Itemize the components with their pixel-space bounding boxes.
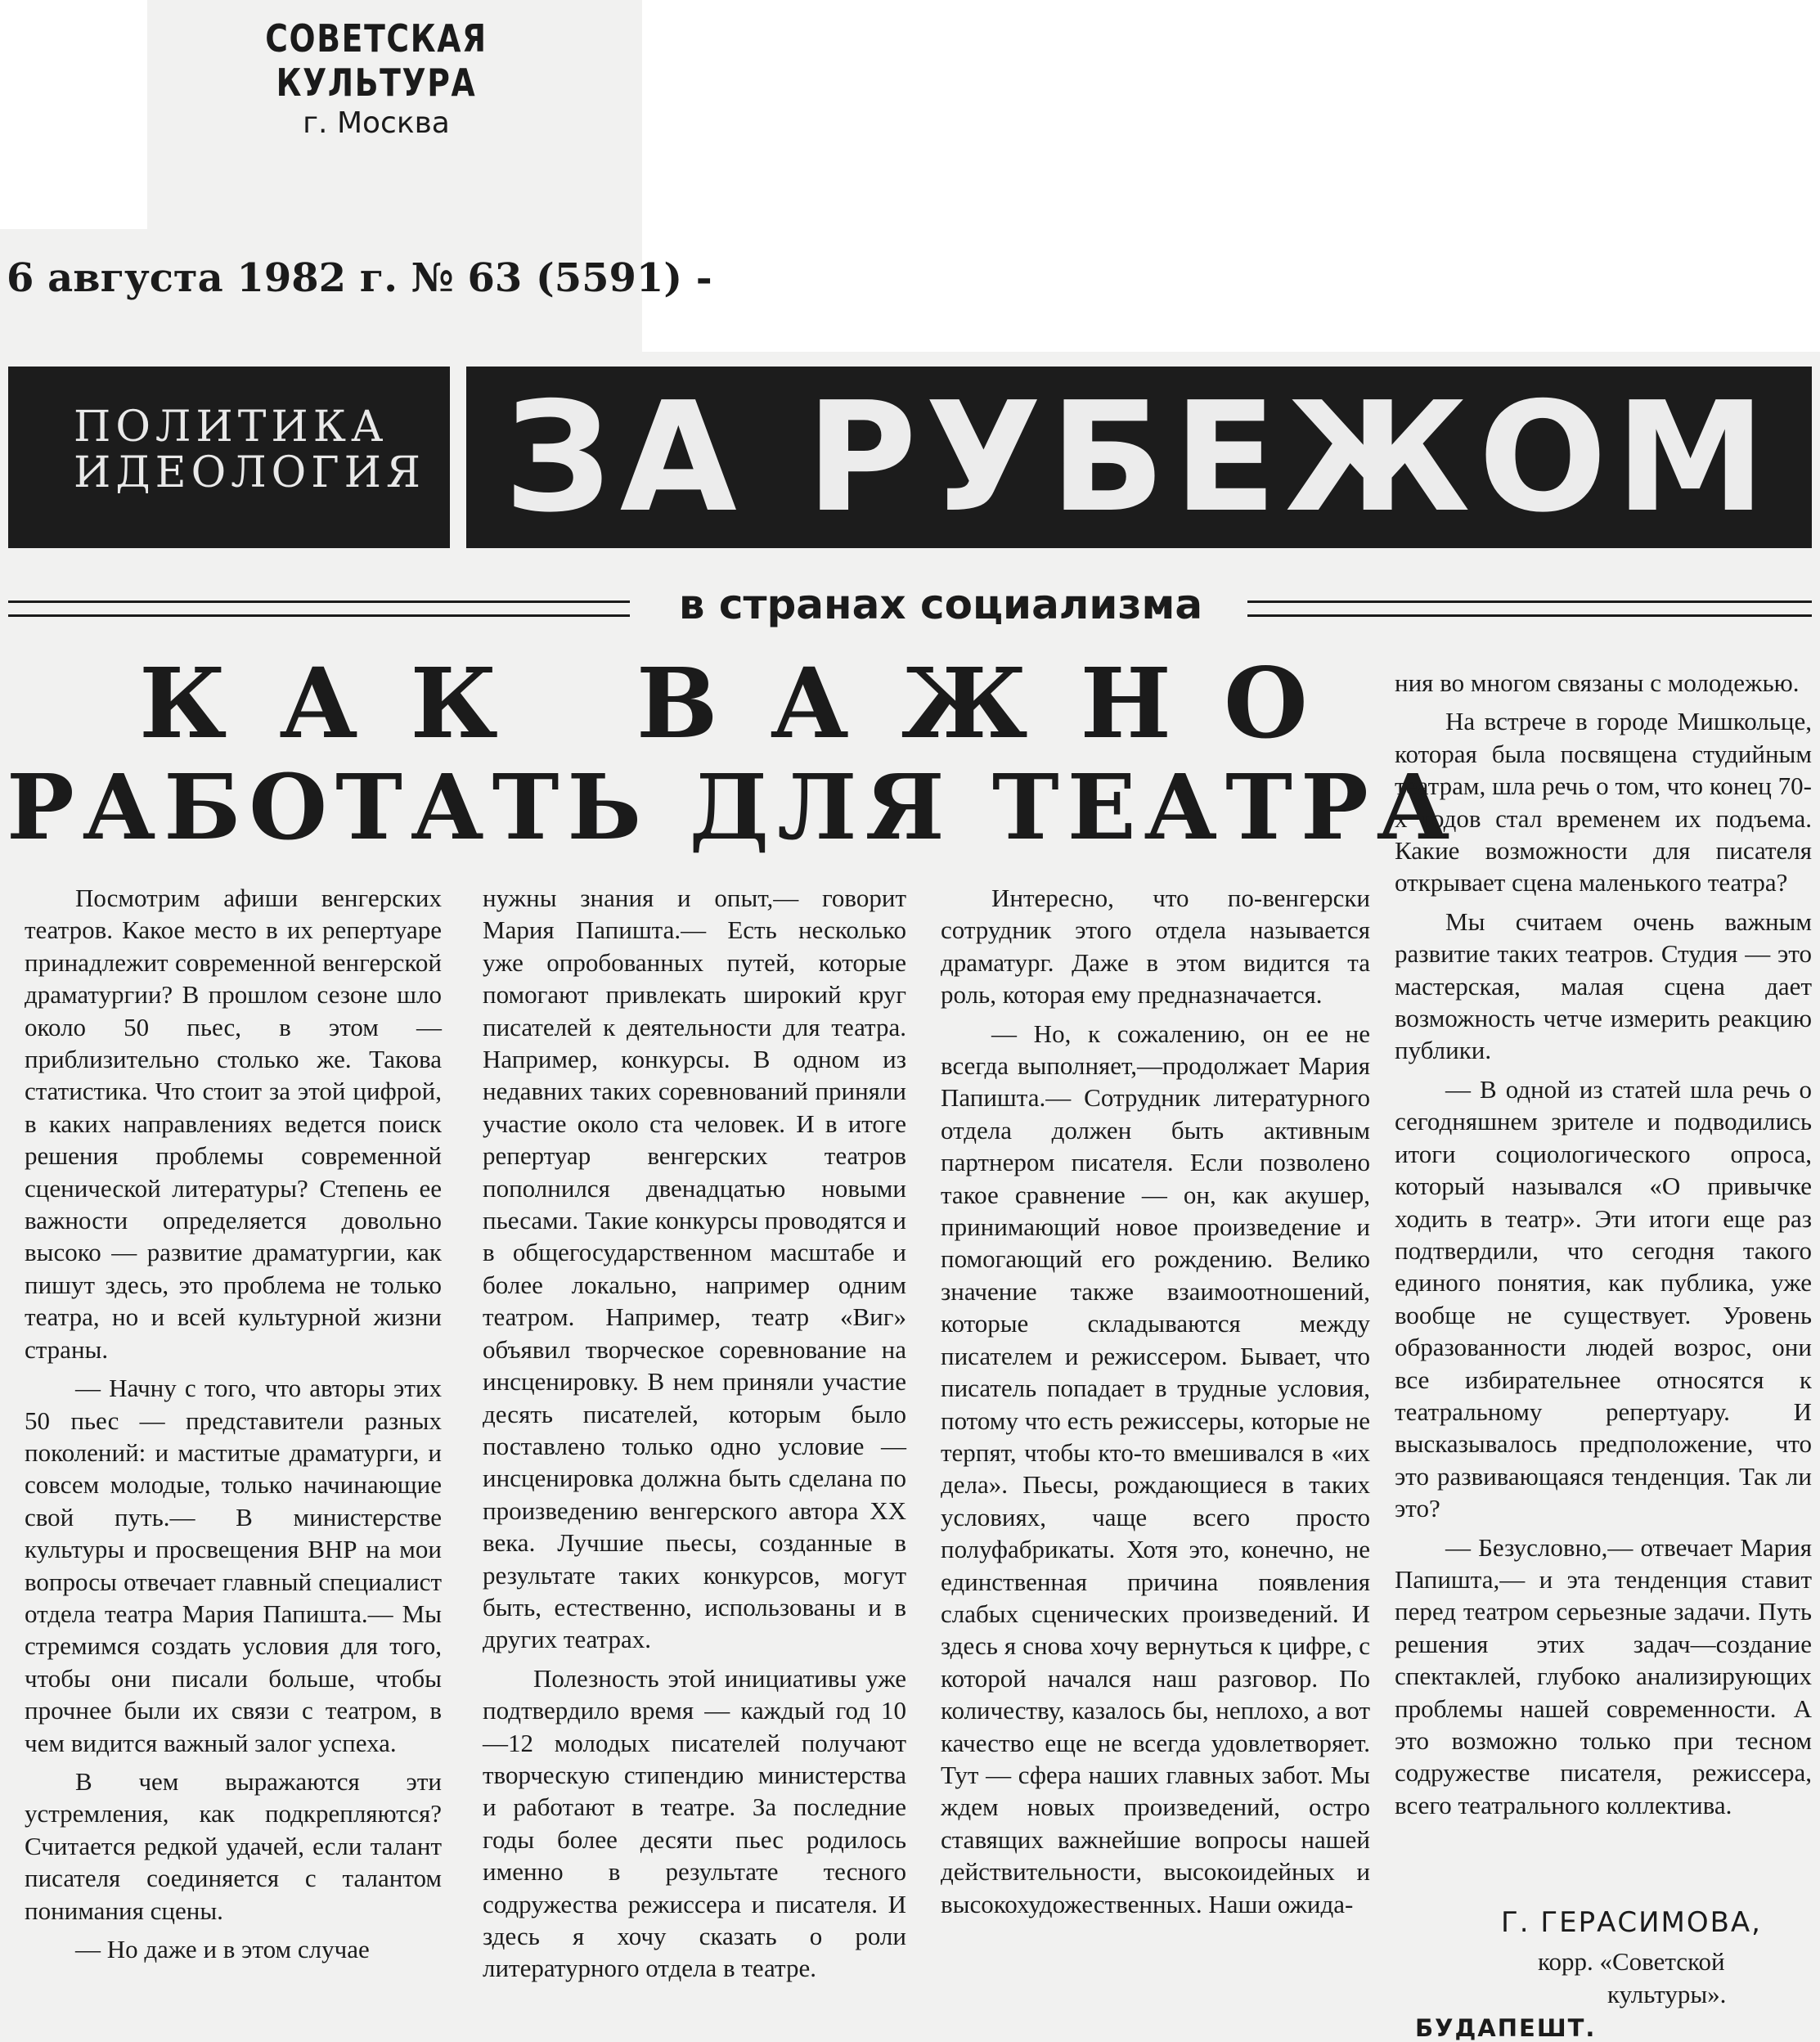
rubric-line-politics: ПОЛИТИКА xyxy=(74,403,389,452)
article-column-1 xyxy=(25,882,442,1965)
headline-line-2: РАБОТАТЬ ДЛЯ ТЕАТРА xyxy=(7,754,1458,860)
byline-author: Г. ГЕРАСИМОВА, xyxy=(1501,1906,1762,1939)
paragraph: — Но даже и в этом случае xyxy=(75,1935,370,1963)
paragraph: Посмотрим афиши венгерских театров. Какое место в их репертуаре принадлежит современной венгерской драматургии? В прошлом сезоне шло около 50 пьес, в этом — приблизительно столько же. Такова статистика. Что стоит за этой цифрой, в каких направлениях ведется поиск решения проблемы современной сценической литературы? Степень ее важности определяется довольно высоко — развитие драматургии, как пишут здесь, это проблема не только театра, но и всей культурной жизни страны. xyxy=(25,884,442,1364)
dateline: БУДАПЕШТ. xyxy=(1415,2014,1597,2042)
article-column-2 xyxy=(483,882,906,1985)
paragraph: — Начну с того, что авторы этих 50 пьес — представители разных поколений: и маститые драматурги, и совсем молодые, только начинающие свой путь.— В министерстве культуры и просвещения ВНР на мои вопросы отвечает главный специалист отдела театра Мария Папишта.— Мы стремимся создать условия для того, чтобы они писали больше, чтобы прочнее были их связи с театром, в чем видится важный залог успеха. xyxy=(25,1374,442,1757)
paragraph: Интересно, что по-венгерски сотрудник этого отдела называется драматург. Даже в этом видится та роль, которая ему предназначается. xyxy=(941,884,1370,1010)
subrubric-rule-left xyxy=(8,600,630,617)
rubric-line-ideology: ИДЕОЛОГИЯ xyxy=(74,448,426,497)
article-column-4 xyxy=(1395,667,1812,1821)
stamp-title: СОВЕТСКАЯ КУЛЬТУРА xyxy=(265,16,488,105)
paragraph: — Но, к сожалению, он ее не всегда выполняет,—продолжает Мария Папишта.— Сотрудник литературного отдела должен быть активным партнером писателя. Если позволено такое сравнение — он, как акушер, принимающий новое произведение и помогающий его рождению. Велико значение также взаимоотношений, которые складываются между писателем и режиссером. Бывает, что писатель попадает в трудные условия, потому что есть режиссеры, которые не терпят, чтобы кто-то вмешивался в «их дела». Пьесы, рождающиеся в таких условиях, чаще всего просто полуфабрикаты. Хотя это, конечно, не единственная причина появления слабых сценических произведений. И здесь я снова хочу вернуться к цифре, с которой начался наш разговор. По количеству, казалось бы, неплохо, а вот качество еще не всегда удовлетворяет. Тут — сфера наших главных забот. Мы ждем новых произведений, остро ставящих важнейшие вопросы нашей действительности, высокоидейных и высокохудожественных. Наши ожида- xyxy=(941,1019,1370,1918)
issue-date-number: 6 августа 1982 г. № 63 (5591) - xyxy=(7,255,712,301)
article-column-3 xyxy=(941,882,1370,1920)
paragraph: Мы считаем очень важным развитие таких театров. Студия — это мастерская, малая сцена дает возможность четче измерить реакцию публики. xyxy=(1395,906,1812,1065)
headline-line-1: КАК ВАЖНО xyxy=(139,646,1360,760)
subrubric-text: в странах социализма xyxy=(678,581,1203,628)
stamp-city: г. Москва xyxy=(303,106,450,140)
paragraph: ния во многом связаны с молодежью. xyxy=(1395,668,1800,697)
paragraph: В чем выражаются эти устремления, как подкрепляются? Считается редкой удачей, если талант писателя соединяется с талантом понимания сцены. xyxy=(25,1766,442,1925)
rubric-section-label xyxy=(8,367,450,548)
subrubric-rule-right xyxy=(1247,600,1812,617)
byline-role: корр. «Советской xyxy=(1538,1947,1725,1976)
rubric-main-title: ЗА РУБЕЖОМ xyxy=(466,367,1812,548)
subrubric-bar xyxy=(8,581,1812,628)
paragraph: Полезность этой инициативы уже подтвердило время — каждый год 10—12 молодых писателей получают творческую стипендию министерства и работают в театре. За последние годы более десяти пьес родилось именно в результате тесного содружества режиссера и писателя. И здесь я хочу сказать о роли литературного отдела в театре. xyxy=(483,1663,906,1983)
paragraph: нужны знания и опыт,— говорит Мария Папишта.— Есть несколько уже опробованных путей, которые помогают привлекать широкий круг писателей к деятельности для театра. Например, конкурсы. В одном из недавних таких соревнований приняли участие около ста человек. И в итоге репертуар венгерских театров пополнился двенадцатью новыми пьесами. Такие конкурсы проводятся и в общегосударственном масштабе и более локально, например одним театром. Например, театр «Виг» объявил творческое соревнование на инсценировку. В нем приняли участие десять писателей, которым было поставлено только одно условие — инсценировка должна быть сделана по произведению венгерского автора XX века. Лучшие пьесы, созданные в результате таких конкурсов, могут быть, естественно, использованы и в других театрах. xyxy=(483,884,906,1654)
newspaper-stamp xyxy=(188,16,564,140)
paragraph: — В одной из статей шла речь о сегодняшнем зрителе и подводились итоги социологического опроса, который назывался «О привычке ходить в театр». Эти итоги еще раз подтвердили, что сегодня такого единого понятия, как публика, уже вообще не существует. Уровень образованности людей возрос, они все избирательнее относятся к театральному репертуару. И высказывалось предположение, что это развивающаяся тенденция. Так ли это? xyxy=(1395,1074,1812,1523)
paragraph: — Безусловно,— отвечает Мария Папишта,— и эта тенденция ставит перед театром серьезные задачи. Путь решения этих задач—создание спектаклей, глубоко анализирующих проблемы нашей современности. А это возможно только при тесном содружестве писателя, режиссера, всего театрального коллектива. xyxy=(1395,1532,1812,1819)
paragraph: На встрече в городе Мишкольце, которая была посвящена студийным театрам, шла речь о том, что конец 70-х годов стал временем их подъема. Какие возможности для писателя открывает сцена маленького театра? xyxy=(1395,707,1812,897)
byline-role-continued: культуры». xyxy=(1607,1980,1727,2008)
